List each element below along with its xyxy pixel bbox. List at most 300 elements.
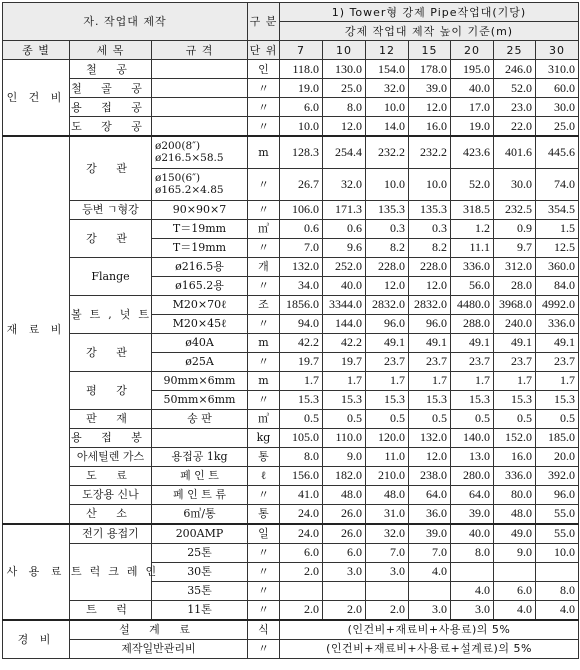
- row-value: 1.7: [409, 371, 451, 390]
- row-value: 110.0: [323, 428, 366, 447]
- row-value: 49.1: [451, 333, 494, 352]
- row-value: 32.0: [366, 79, 409, 98]
- row-value: 22.0: [494, 117, 536, 137]
- row-gyugyeok: M20×45ℓ: [152, 314, 248, 333]
- row-value: 3.0: [451, 600, 494, 620]
- row-value: 24.0: [280, 504, 323, 524]
- row-value: 178.0: [409, 60, 451, 79]
- row-semok: 강 관: [70, 219, 152, 257]
- row-value: 6.0: [323, 543, 366, 562]
- row-value: 96.0: [366, 314, 409, 333]
- row-unit: 인: [248, 60, 280, 79]
- row-value: 1.7: [366, 371, 409, 390]
- row-value: 6.0: [280, 98, 323, 117]
- row-unit: 〃: [248, 200, 280, 219]
- row-value: 0.5: [494, 409, 536, 428]
- row-value: 4.0: [451, 581, 494, 600]
- row-semok: 볼트,넛트: [70, 295, 152, 333]
- row-value: 246.0: [494, 60, 536, 79]
- row-gyugyeok: [152, 79, 248, 98]
- row-value: 336.0: [494, 466, 536, 485]
- row-value: 42.2: [323, 333, 366, 352]
- row-unit: 통: [248, 504, 280, 524]
- row-value: 3.0: [366, 562, 409, 581]
- row-value: 140.0: [451, 428, 494, 447]
- row-value: 185.0: [536, 428, 579, 447]
- row-value: 336.0: [536, 314, 579, 333]
- row-value: [409, 581, 451, 600]
- col-header-height: 30: [536, 41, 579, 60]
- row-semok: 제작일반관리비: [70, 639, 248, 658]
- row-value: 16.0: [409, 117, 451, 137]
- row-value: 12.0: [409, 98, 451, 117]
- row-value: 10.0: [366, 168, 409, 200]
- table-row: [3, 371, 579, 390]
- row-value: 4.0: [536, 600, 579, 620]
- row-gyugyeok: 페 인 트: [152, 466, 248, 485]
- row-value: 8.2: [366, 238, 409, 257]
- row-value: 401.6: [494, 136, 536, 168]
- row-value: 2.0: [366, 600, 409, 620]
- row-note: (인건비+재료비+사용료)의 5%: [280, 620, 579, 640]
- col-header-height: 20: [451, 41, 494, 60]
- row-value: 56.0: [451, 276, 494, 295]
- row-unit: ℓ: [248, 466, 280, 485]
- row-unit: ㎥: [248, 219, 280, 238]
- row-value: 0.5: [451, 409, 494, 428]
- row-value: 2.0: [280, 562, 323, 581]
- row-value: 9.0: [323, 447, 366, 466]
- row-value: 288.0: [451, 314, 494, 333]
- row-value: 2832.0: [409, 295, 451, 314]
- row-semok: 도 장 공: [70, 117, 152, 137]
- row-value: 55.0: [536, 524, 579, 544]
- row-value: 423.6: [451, 136, 494, 168]
- row-gyugyeok: 90×90×7: [152, 200, 248, 219]
- row-value: 41.0: [280, 485, 323, 504]
- row-value: 132.0: [280, 257, 323, 276]
- table-row: [3, 466, 579, 485]
- row-value: [323, 581, 366, 600]
- row-value: 8.2: [409, 238, 451, 257]
- row-gyugyeok: ø165.2용: [152, 276, 248, 295]
- group-label-expense: 경 비: [3, 620, 70, 659]
- row-value: 232.2: [366, 136, 409, 168]
- row-value: 12.5: [536, 238, 579, 257]
- table-row: [3, 333, 579, 352]
- table-row: [3, 60, 579, 79]
- row-value: 228.0: [366, 257, 409, 276]
- row-semok: 트 럭: [70, 600, 152, 620]
- col-header-height: 12: [366, 41, 409, 60]
- table-row: [3, 504, 579, 524]
- table-row: [3, 600, 579, 620]
- row-value: 9.7: [494, 238, 536, 257]
- row-value: 49.1: [536, 333, 579, 352]
- row-semok: 판 재: [70, 409, 152, 428]
- row-value: 19.7: [280, 352, 323, 371]
- row-value: 26.7: [280, 168, 323, 200]
- row-value: 130.0: [323, 60, 366, 79]
- row-unit: 〃: [248, 276, 280, 295]
- row-semok: Flange: [70, 257, 152, 295]
- group-label-material: 재 료 비: [3, 136, 70, 524]
- row-value: 3968.0: [494, 295, 536, 314]
- table-row: [3, 98, 579, 117]
- row-gyugyeok: [152, 98, 248, 117]
- row-gyugyeok: 페 인 트 류: [152, 485, 248, 504]
- row-value: 10.0: [366, 98, 409, 117]
- row-semok: 설 계 료: [70, 620, 248, 640]
- row-value: 0.5: [366, 409, 409, 428]
- row-semok: 강 관: [70, 333, 152, 371]
- row-value: 13.0: [451, 447, 494, 466]
- row-value: 254.4: [323, 136, 366, 168]
- row-unit: 〃: [248, 314, 280, 333]
- row-value: 19.7: [323, 352, 366, 371]
- col-header-semok: 세 목: [70, 41, 152, 60]
- row-unit: 〃: [248, 562, 280, 581]
- row-value: 19.0: [451, 117, 494, 137]
- row-unit: 〃: [248, 390, 280, 409]
- row-semok: 트럭크레인: [70, 543, 152, 600]
- row-note: (인건비+재료비+사용료+설계료)의 5%: [280, 639, 579, 658]
- row-semok: 철 골 공: [70, 79, 152, 98]
- row-value: 48.0: [323, 485, 366, 504]
- row-value: 132.0: [409, 428, 451, 447]
- row-unit: 일: [248, 524, 280, 544]
- row-unit: 〃: [248, 639, 280, 658]
- row-value: 96.0: [536, 485, 579, 504]
- row-value: 8.0: [323, 98, 366, 117]
- row-value: 49.0: [494, 524, 536, 544]
- row-gyugyeok: 6㎥/통: [152, 504, 248, 524]
- row-gyugyeok: 30톤: [152, 562, 248, 581]
- row-unit: 통: [248, 447, 280, 466]
- row-value: 40.0: [451, 79, 494, 98]
- row-value: 16.0: [494, 447, 536, 466]
- row-value: 0.5: [409, 409, 451, 428]
- row-gyugyeok: 50mm×6mm: [152, 390, 248, 409]
- row-value: 64.0: [409, 485, 451, 504]
- row-value: 26.0: [323, 524, 366, 544]
- row-gyugyeok: [152, 168, 248, 200]
- row-value: 152.0: [494, 428, 536, 447]
- row-value: 1.7: [280, 371, 323, 390]
- row-value: 0.5: [280, 409, 323, 428]
- row-value: 23.7: [451, 352, 494, 371]
- row-value: 7.0: [409, 543, 451, 562]
- row-value: 0.6: [280, 219, 323, 238]
- row-gyugyeok: 11톤: [152, 600, 248, 620]
- row-value: 15.3: [280, 390, 323, 409]
- row-unit: 〃: [248, 98, 280, 117]
- row-value: 1.7: [536, 371, 579, 390]
- row-value: 238.0: [409, 466, 451, 485]
- row-semok: 용 접 봉: [70, 428, 152, 447]
- row-gyugyeok: 90mm×6mm: [152, 371, 248, 390]
- row-value: 80.0: [494, 485, 536, 504]
- row-value: 4480.0: [451, 295, 494, 314]
- col-header-gyugyeok: 규 격: [152, 41, 248, 60]
- row-unit: m: [248, 333, 280, 352]
- row-value: 1.7: [494, 371, 536, 390]
- group-label-usage: 사 용 료: [3, 524, 70, 620]
- row-value: 252.0: [323, 257, 366, 276]
- row-unit: 〃: [248, 485, 280, 504]
- row-value: 7.0: [366, 543, 409, 562]
- row-value: 15.3: [536, 390, 579, 409]
- row-value: 0.6: [323, 219, 366, 238]
- row-value: 0.5: [536, 409, 579, 428]
- row-value: 52.0: [494, 79, 536, 98]
- row-value: 135.3: [366, 200, 409, 219]
- table-row: [3, 447, 579, 466]
- row-value: 0.5: [323, 409, 366, 428]
- row-value: 25.0: [536, 117, 579, 137]
- row-gyugyeok-line: ø150(6″): [155, 172, 201, 184]
- row-unit: 〃: [248, 117, 280, 137]
- row-semok: 강 관: [70, 136, 152, 200]
- row-value: 28.0: [494, 276, 536, 295]
- row-value: 144.0: [323, 314, 366, 333]
- table-title: 1) Tower형 강제 Pipe작업대(기당): [280, 3, 579, 22]
- col-header-height: 10: [323, 41, 366, 60]
- table-section-title: 자. 작업대 제작: [3, 3, 248, 41]
- row-gyugyeok: M20×70ℓ: [152, 295, 248, 314]
- row-value: 14.0: [366, 117, 409, 137]
- row-value: 20.0: [536, 447, 579, 466]
- row-gyugyeok-line: ø200(8″): [155, 140, 201, 153]
- row-gyugyeok-line: ø165.2×4.85: [155, 184, 224, 196]
- row-value: 0.3: [366, 219, 409, 238]
- row-value: 392.0: [536, 466, 579, 485]
- row-value: 25.0: [323, 79, 366, 98]
- row-value: 354.5: [536, 200, 579, 219]
- row-value: 1856.0: [280, 295, 323, 314]
- row-value: 7.0: [280, 238, 323, 257]
- table-row: [3, 295, 579, 314]
- table-subtitle: 강제 작업대 제작 높이 기준(m): [280, 22, 579, 41]
- row-value: 240.0: [494, 314, 536, 333]
- row-value: 40.0: [451, 524, 494, 544]
- row-value: 232.2: [409, 136, 451, 168]
- row-value: 171.3: [323, 200, 366, 219]
- row-value: 9.6: [323, 238, 366, 257]
- row-unit: 식: [248, 620, 280, 640]
- row-gyugyeok: ø216.5용: [152, 257, 248, 276]
- table-row: [3, 524, 579, 544]
- row-value: 12.0: [409, 447, 451, 466]
- row-value: 8.0: [280, 447, 323, 466]
- row-value: 12.0: [323, 117, 366, 137]
- row-value: 40.0: [323, 276, 366, 295]
- row-semok: 아세틸렌 가스: [70, 447, 152, 466]
- row-gyugyeok: 25톤: [152, 543, 248, 562]
- row-value: 4992.0: [536, 295, 579, 314]
- row-value: 32.0: [323, 168, 366, 200]
- row-value: 310.0: [536, 60, 579, 79]
- table-row: [3, 136, 579, 168]
- row-gyugyeok: T＝19mm: [152, 219, 248, 238]
- row-value: 64.0: [451, 485, 494, 504]
- row-unit: 〃: [248, 238, 280, 257]
- row-value: 3.0: [323, 562, 366, 581]
- row-value: 49.1: [494, 333, 536, 352]
- row-gyugyeok: 200AMP: [152, 524, 248, 544]
- row-value: 105.0: [280, 428, 323, 447]
- row-value: 120.0: [366, 428, 409, 447]
- row-value: 2.0: [323, 600, 366, 620]
- row-value: 8.0: [536, 581, 579, 600]
- row-value: 2.0: [280, 600, 323, 620]
- row-value: 156.0: [280, 466, 323, 485]
- table-row: [3, 485, 579, 504]
- col-header-height: 25: [494, 41, 536, 60]
- document-page: [2, 2, 578, 659]
- row-value: 3.0: [409, 600, 451, 620]
- row-semok: 평 강: [70, 371, 152, 409]
- table-row: [3, 543, 579, 562]
- row-semok: 도장용 신나: [70, 485, 152, 504]
- row-value: 106.0: [280, 200, 323, 219]
- row-value: 17.0: [451, 98, 494, 117]
- row-value: 6.0: [494, 581, 536, 600]
- row-unit: 〃: [248, 168, 280, 200]
- row-unit: m: [248, 136, 280, 168]
- row-value: 336.0: [451, 257, 494, 276]
- row-value: 0.9: [494, 219, 536, 238]
- row-value: 10.0: [280, 117, 323, 137]
- row-value: 23.0: [494, 98, 536, 117]
- row-value: [280, 581, 323, 600]
- row-value: 15.3: [323, 390, 366, 409]
- row-semok: 전기 용접기: [70, 524, 152, 544]
- row-value: 118.0: [280, 60, 323, 79]
- col-header-height: 15: [409, 41, 451, 60]
- row-unit: kg: [248, 428, 280, 447]
- row-value: 11.0: [366, 447, 409, 466]
- row-value: 60.0: [536, 79, 579, 98]
- row-gyugyeok: 35톤: [152, 581, 248, 600]
- row-value: 36.0: [409, 504, 451, 524]
- table-row: [3, 117, 579, 137]
- row-unit: 〃: [248, 79, 280, 98]
- row-value: [494, 562, 536, 581]
- col-header-height: 7: [280, 41, 323, 60]
- row-value: [366, 581, 409, 600]
- row-value: 228.0: [409, 257, 451, 276]
- row-value: 4.0: [494, 600, 536, 620]
- row-value: 318.5: [451, 200, 494, 219]
- row-value: 34.0: [280, 276, 323, 295]
- row-semok: 산 소: [70, 504, 152, 524]
- row-unit: 〃: [248, 600, 280, 620]
- row-value: 135.3: [409, 200, 451, 219]
- row-value: 48.0: [366, 485, 409, 504]
- row-value: 23.7: [536, 352, 579, 371]
- row-value: 23.7: [409, 352, 451, 371]
- row-value: 10.0: [409, 168, 451, 200]
- row-value: 39.0: [409, 524, 451, 544]
- row-gyugyeok: T＝19mm: [152, 238, 248, 257]
- row-value: 10.0: [536, 543, 579, 562]
- row-value: 23.7: [494, 352, 536, 371]
- row-value: 232.5: [494, 200, 536, 219]
- row-value: 26.0: [323, 504, 366, 524]
- table-row: [3, 200, 579, 219]
- row-value: 8.0: [451, 543, 494, 562]
- row-gyugyeok: [152, 60, 248, 79]
- table-row: [3, 620, 579, 640]
- col-header-jongbyeol: 종 별: [3, 41, 70, 60]
- table-row: [3, 639, 579, 658]
- row-value: 1.5: [536, 219, 579, 238]
- row-value: 1.7: [451, 371, 494, 390]
- row-value: 30.0: [494, 168, 536, 200]
- row-semok: 등변 ㄱ형강: [70, 200, 152, 219]
- row-gyugyeok: ø40A: [152, 333, 248, 352]
- row-unit: 〃: [248, 352, 280, 371]
- row-value: 280.0: [451, 466, 494, 485]
- row-value: 94.0: [280, 314, 323, 333]
- table-row: [3, 79, 579, 98]
- row-value: 9.0: [494, 543, 536, 562]
- cost-table: [2, 2, 579, 659]
- row-value: 39.0: [451, 504, 494, 524]
- row-value: 15.3: [494, 390, 536, 409]
- row-gyugyeok: 용접공 1kg: [152, 447, 248, 466]
- row-value: 55.0: [536, 504, 579, 524]
- table-row: [3, 257, 579, 276]
- row-value: 312.0: [494, 257, 536, 276]
- row-gyugyeok: [152, 428, 248, 447]
- row-value: 0.3: [409, 219, 451, 238]
- row-unit: 조: [248, 295, 280, 314]
- row-value: 182.0: [323, 466, 366, 485]
- row-value: 15.3: [409, 390, 451, 409]
- row-value: [451, 562, 494, 581]
- row-value: 96.0: [409, 314, 451, 333]
- row-value: 19.0: [280, 79, 323, 98]
- row-value: 210.0: [366, 466, 409, 485]
- row-value: 15.3: [366, 390, 409, 409]
- row-value: 30.0: [536, 98, 579, 117]
- row-value: 52.0: [451, 168, 494, 200]
- row-value: 1.7: [323, 371, 366, 390]
- row-value: 39.0: [409, 79, 451, 98]
- group-label-labor: 인 건 비: [3, 60, 70, 137]
- row-value: 11.1: [451, 238, 494, 257]
- row-gyugyeok-line: ø216.5×58.5: [155, 152, 224, 165]
- row-value: 48.0: [494, 504, 536, 524]
- row-semok: 철 공: [70, 60, 152, 79]
- table-row: [3, 428, 579, 447]
- table-row: [3, 219, 579, 238]
- row-value: 49.1: [409, 333, 451, 352]
- row-value: 128.3: [280, 136, 323, 168]
- row-semok: 용 접 공: [70, 98, 152, 117]
- row-value: 12.0: [409, 276, 451, 295]
- row-gyugyeok: ø25A: [152, 352, 248, 371]
- row-value: 32.0: [366, 524, 409, 544]
- row-value: 42.2: [280, 333, 323, 352]
- row-value: 31.0: [366, 504, 409, 524]
- row-value: 1.2: [451, 219, 494, 238]
- row-value: 49.1: [366, 333, 409, 352]
- row-unit: ㎥: [248, 409, 280, 428]
- row-value: 12.0: [366, 276, 409, 295]
